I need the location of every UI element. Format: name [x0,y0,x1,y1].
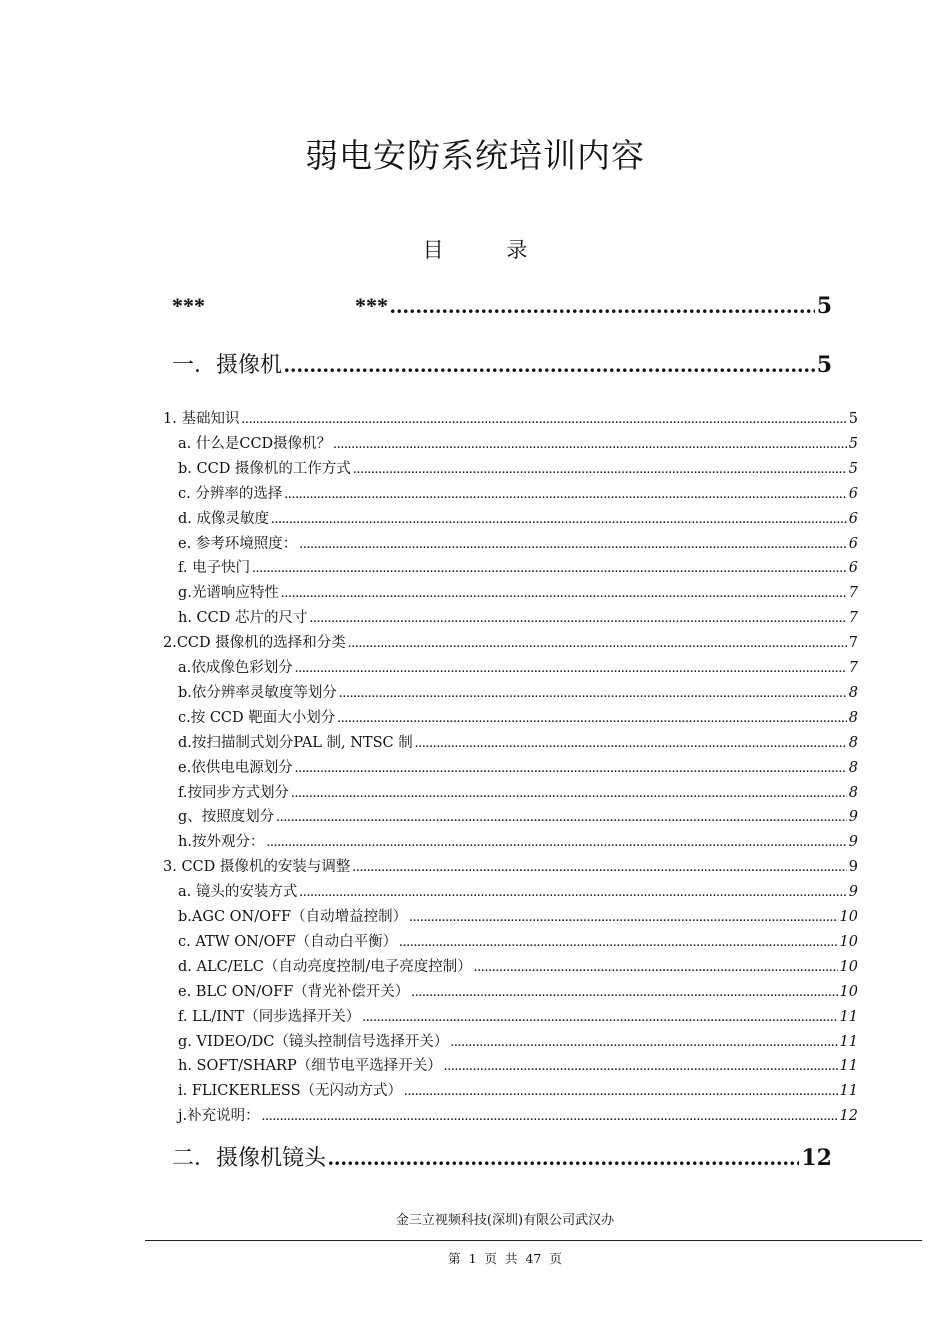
toc-item-label: a. 什么是CCD摄像机？ [178,435,332,452]
toc-leader-dots [474,957,838,977]
toc-item[interactable] [178,882,858,902]
toc-item-label: h. SOFT/SHARP（细节电平选择开关） [178,1058,442,1075]
toc-item[interactable] [178,608,858,628]
toc-page-number: 10 [839,909,858,925]
toc-item-label: d.按扫描制式划分PAL 制, NTSC 制 [178,734,413,751]
toc-leader-dots [295,658,847,678]
toc-leader-dots [295,758,847,778]
toc-page-number: 8 [848,684,858,701]
toc-item-label: f. LL/INT（同步选择开关） [178,1008,361,1025]
toc-leader-dots [299,534,846,554]
toc-page-number: 12 [801,1145,832,1171]
toc-item-label: g. VIDEO/DC（镜头控制信号选择开关） [178,1033,449,1050]
toc-item-label: d. 成像灵敏度 [178,510,269,527]
footer-company: 金三立视频科技(深圳)有限公司武汉办 [395,1213,615,1228]
toc-leader-dots [266,832,846,852]
toc-item[interactable] [178,434,858,454]
toc-item[interactable] [178,1056,858,1076]
toc-leader-dots [444,1056,838,1076]
toc-leader-dots [362,1007,837,1027]
toc-item[interactable] [178,982,858,1002]
footer-divider [145,1240,922,1241]
toc-item-label: i. FLICKERLESS（无闪动方式） [178,1083,403,1100]
toc-leader-dots [271,509,847,529]
toc-page-number: 9 [848,859,858,876]
toc-page-number: 9 [848,884,858,901]
toc-leader-dots [399,932,837,952]
toc-page-number: 10 [839,983,858,1000]
toc-leader-dots [337,708,847,728]
toc-page-number: 8 [848,734,858,751]
toc-section-camera[interactable] [172,350,832,381]
toc-leader-dots [291,783,847,803]
toc-leader-dots [409,907,837,927]
toc-item[interactable] [178,683,858,703]
toc-item-label: e.依供电电源划分 [178,759,293,776]
toc-page-number: 6 [848,485,858,502]
toc-page-number: 8 [848,709,858,726]
toc-leader-dots [252,558,847,578]
toc-item-label: g.光谱响应特性 [178,585,279,602]
toc-item-label: h. CCD 芯片的尺寸 [178,610,308,627]
toc-heading-char-1: 目 [422,238,444,262]
footer-page-info: 第 1 页 共 47 页 [448,1251,562,1266]
toc-page-number: 12 [839,1108,858,1125]
toc-item-label: b.AGC ON/OFF（自动增益控制） [178,909,408,925]
toc-item[interactable] [178,1081,858,1101]
toc-item-label: d. ALC/ELC（自动亮度控制/电子亮度控制） [178,958,472,975]
toc-item-label: 3. CCD 摄像机的安装与调整 [163,859,351,876]
toc-item[interactable] [178,509,858,529]
toc-leader-dots [299,882,846,902]
toc-heading [0,236,950,264]
toc-entry-label: *** *** [172,293,388,318]
toc-item-label: h.按外观分： [178,834,265,851]
toc-page-number: 11 [839,1008,858,1025]
toc-leader-dots [415,733,847,753]
toc-item[interactable] [178,832,858,852]
toc-item-label: e. 参考环境照度： [178,535,298,552]
toc-page-number: 10 [839,958,858,975]
toc-entry-star[interactable] [172,291,832,321]
toc-leader-dots [284,484,846,504]
toc-leader-dots [328,1143,799,1173]
toc-page-number: 6 [848,510,858,527]
toc-item-label: a.依成像色彩划分 [178,660,293,676]
toc-page-number: 8 [848,759,858,776]
toc-item-label: a. 镜头的安装方式 [178,884,298,901]
toc-item[interactable] [178,907,858,927]
toc-leader-dots [276,807,846,827]
toc-leader-dots [339,683,847,703]
toc-item[interactable] [163,857,858,877]
toc-page-number: 7 [848,660,858,676]
toc-leader-dots [241,409,846,429]
toc-item-label: e. BLC ON/OFF（背光补偿开关） [178,983,410,1000]
toc-item[interactable] [178,658,858,678]
toc-leader-dots [348,633,847,653]
toc-item[interactable] [178,459,858,479]
toc-item[interactable] [178,1106,858,1126]
toc-item[interactable] [163,633,858,653]
toc-item[interactable] [178,783,858,803]
toc-item-label: c. 分辨率的选择 [178,485,283,502]
toc-page-number: 7 [848,635,858,652]
toc-page-number: 6 [848,535,858,552]
toc-item[interactable] [178,932,858,952]
toc-item[interactable] [163,409,858,429]
toc-page-number: 5 [816,293,832,319]
toc-item-label: b.依分辨率灵敏度等划分 [178,684,337,701]
toc-leader-dots [281,583,847,603]
toc-item[interactable] [178,1032,858,1052]
toc-item[interactable] [178,534,858,554]
toc-item-label: 2.CCD 摄像机的选择和分类 [163,635,346,652]
toc-item[interactable] [178,758,858,778]
toc-item-label: 1. 基础知识 [163,411,240,427]
toc-page-number: 9 [848,834,858,851]
toc-item[interactable] [178,807,858,827]
toc-item-label: f.按同步方式划分 [178,784,289,801]
toc-page-number: 5 [848,460,858,477]
toc-leader-dots [390,291,815,321]
toc-page-number: 8 [848,784,858,801]
toc-heading-char-2: 录 [506,238,528,262]
toc-item-label: g、按照度划分 [178,809,275,826]
toc-item[interactable] [178,733,858,753]
toc-item-label: b. CCD 摄像机的工作方式 [178,460,351,477]
toc-leader-dots [309,608,846,628]
toc-item-label: c. ATW ON/OFF（自动白平衡） [178,933,398,950]
toc-page-number: 5 [848,411,858,427]
toc-item[interactable] [178,708,858,728]
toc-leader-dots [450,1032,837,1052]
toc-item[interactable] [178,558,858,578]
toc-leader-dots [262,1106,838,1126]
toc-section-lens[interactable] [172,1143,832,1174]
toc-page-number: 5 [848,435,858,452]
toc-page-number: 11 [839,1058,858,1075]
toc-page-number: 11 [839,1033,858,1050]
toc-item[interactable] [178,957,858,977]
toc-item-label: f. 电子快门 [178,560,251,577]
toc-leader-dots [333,434,847,454]
toc-leader-dots [404,1081,838,1101]
toc-page-number: 7 [848,585,858,602]
toc-page-number: 7 [848,610,858,627]
document-title: 弱电安防系统培训内容 [305,136,645,175]
toc-page-number: 9 [848,809,858,826]
toc-section-label: 二．摄像机镜头 [172,1146,327,1171]
toc-page-number: 5 [816,352,832,378]
toc-page-number: 6 [848,560,858,577]
toc-item[interactable] [178,583,858,603]
toc-item[interactable] [178,1007,858,1027]
toc-item-label: j.补充说明： [178,1108,260,1125]
toc-leader-dots [411,982,837,1002]
toc-item-label: c.按 CCD 靶面大小划分 [178,709,336,726]
toc-leader-dots [352,857,846,877]
toc-leader-dots [353,459,847,479]
toc-page-number: 10 [839,933,858,950]
toc-section-label: 一．摄像机 [172,353,283,378]
toc-leader-dots [284,350,815,380]
toc-item[interactable] [178,484,858,504]
toc-page-number: 11 [839,1083,858,1100]
